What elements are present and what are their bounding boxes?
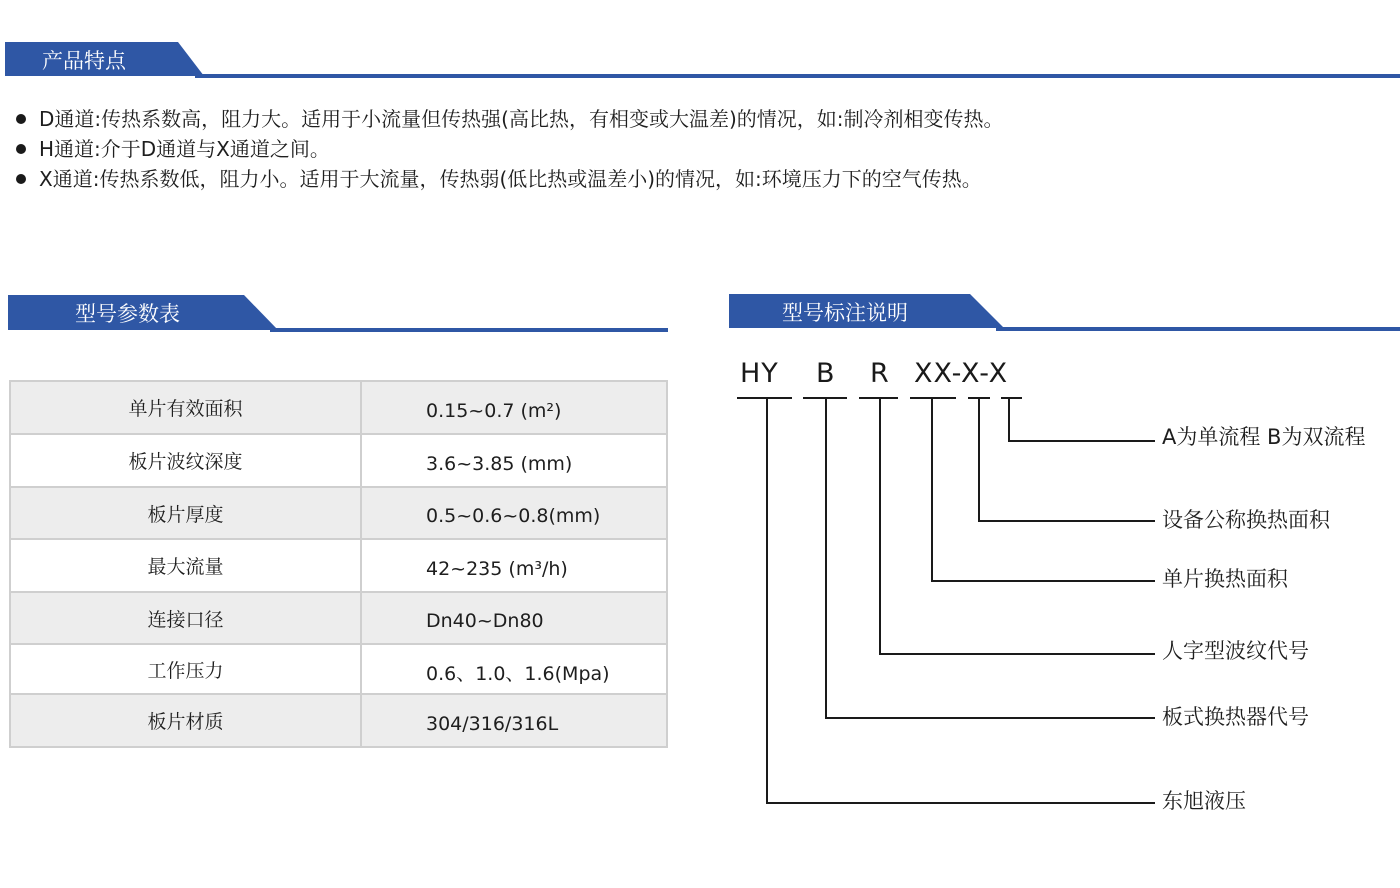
param-label: 连接口径 (10, 592, 361, 644)
feature-text: D通道:传热系数高，阻力大。适用于小流量但传热强(高比热，有相变或大温差)的情况，如:制冷剂相变传热。 (39, 107, 1004, 131)
notation-label-plate-hx: 板式换热器代号 (1162, 705, 1309, 729)
section-header-model-notation (0, 0, 1400, 340)
param-value: 304/316/316L (361, 694, 667, 747)
param-value: 0.5~0.6~0.8(mm) (361, 487, 667, 539)
model-code-r: R (870, 358, 890, 389)
param-value: 3.6~3.85 (mm) (361, 434, 667, 487)
param-value: Dn40~Dn80 (361, 592, 667, 644)
model-code-b: B (816, 358, 836, 389)
feature-text: X通道:传热系数低，阻力小。适用于大流量，传热弱(低比热或温差小)的情况，如:环境压力下的空气传热。 (39, 167, 982, 191)
params-table (9, 380, 668, 748)
notation-label-flow: A为单流程 B为双流程 (1162, 425, 1366, 449)
param-label: 最大流量 (10, 539, 361, 592)
table-row (10, 487, 667, 539)
table-row (10, 644, 667, 694)
table-row (10, 434, 667, 487)
param-value: 0.15~0.7 (m²) (361, 381, 667, 434)
table-row (10, 694, 667, 747)
header-banner-shape (0, 0, 1400, 340)
section-title: 产品特点 (42, 49, 126, 73)
param-label: 板片材质 (10, 694, 361, 747)
param-value: 0.6、1.0、1.6(Mpa) (361, 644, 667, 694)
table-row (10, 381, 667, 434)
param-label: 板片厚度 (10, 487, 361, 539)
notation-label-nominal-area: 设备公称换热面积 (1162, 508, 1330, 532)
section-title: 型号标注说明 (782, 301, 908, 325)
notation-label-corrugation: 人字型波纹代号 (1162, 639, 1309, 663)
param-label: 工作压力 (10, 644, 361, 694)
feature-text: H通道:介于D通道与X通道之间。 (39, 137, 330, 161)
model-code-suffix: XX-X-X (914, 358, 1009, 389)
model-code-hy: HY (740, 358, 779, 389)
notation-label-brand: 东旭液压 (1162, 789, 1246, 813)
table-row (10, 592, 667, 644)
param-value: 42~235 (m³/h) (361, 539, 667, 592)
param-label: 板片波纹深度 (10, 434, 361, 487)
table-row (10, 539, 667, 592)
section-title: 型号参数表 (75, 302, 180, 326)
notation-label-plate-area: 单片换热面积 (1162, 567, 1288, 591)
param-label: 单片有效面积 (10, 381, 361, 434)
